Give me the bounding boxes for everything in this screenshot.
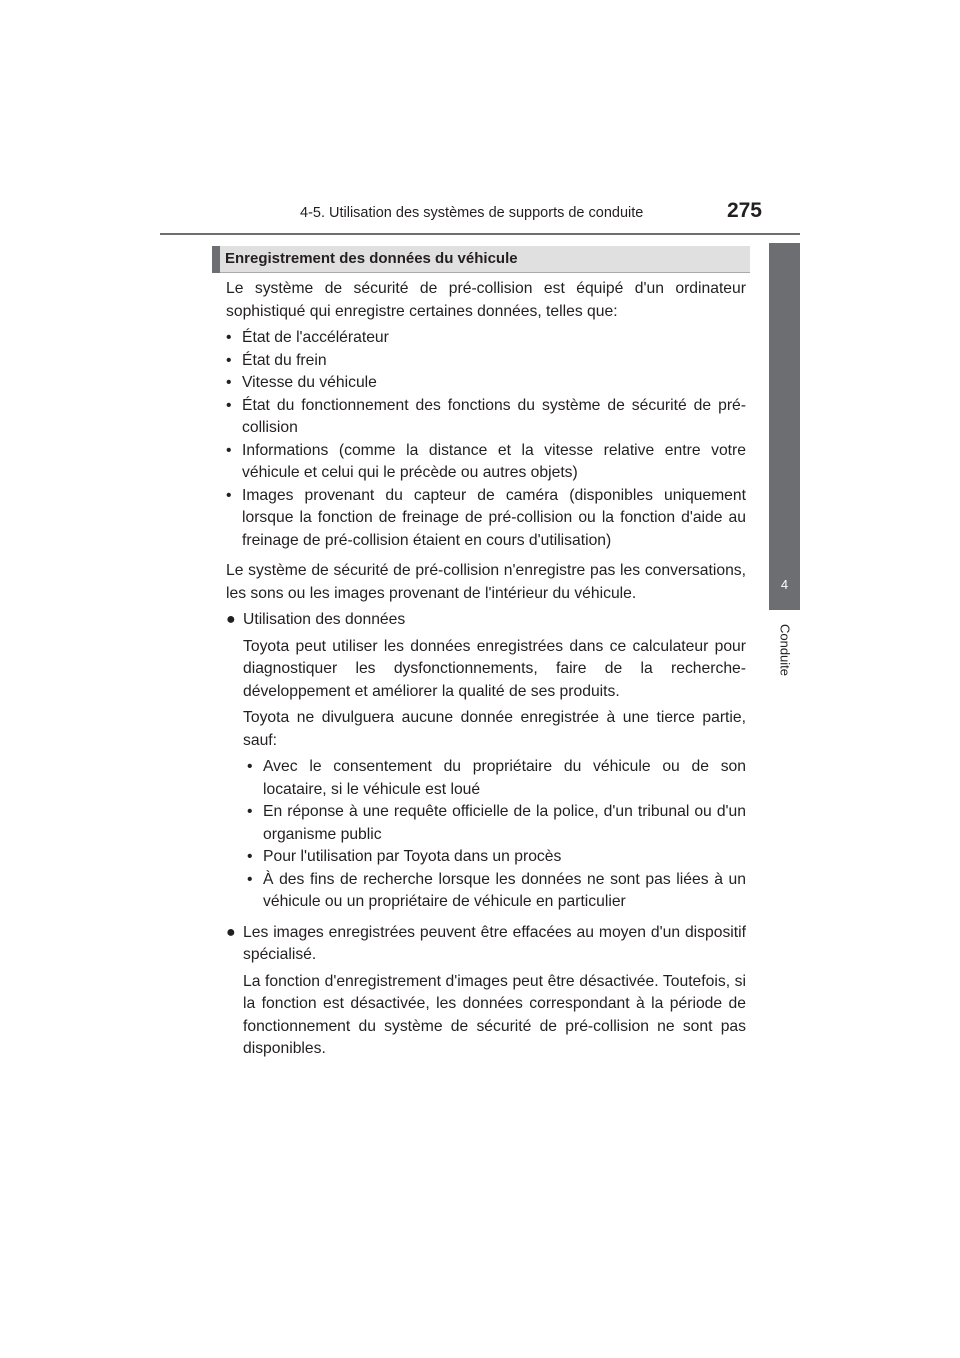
list-item xyxy=(226,327,746,350)
bullet-dot: • xyxy=(226,486,232,504)
list-item xyxy=(226,372,746,395)
usage-bullet xyxy=(226,609,746,632)
list-item-text: À des fins de recherche lorsque les données ne sont pas liées à un véhicule ou un propriétaire de véhicule en particulier xyxy=(263,870,746,910)
list-item-text: État du fonctionnement des fonctions du système de sécurité de pré-collision xyxy=(242,396,746,436)
images-body xyxy=(226,971,746,1061)
bullet-dot: • xyxy=(247,758,253,775)
usage-paragraph-1: Toyota peut utiliser les données enregistrées dans ce calculateur pour diagnostiquer les dysfonctionnements, faire de la recherche-développement et améliorer la qualité de ses produits. xyxy=(243,637,746,700)
bullet-dot: • xyxy=(226,396,232,414)
images-title: Les images enregistrées peuvent être effacées au moyen d'un dispositif spécialisé. xyxy=(243,923,746,963)
recorded-data-list xyxy=(226,327,746,552)
list-item-text: Vitesse du véhicule xyxy=(242,374,377,391)
list-item xyxy=(226,485,746,553)
bullet-dot: • xyxy=(247,803,253,820)
section-heading-bar xyxy=(212,246,220,273)
list-item-text: État de l'accélérateur xyxy=(242,329,389,346)
images-bullet xyxy=(226,922,746,967)
bullet-dot: • xyxy=(226,329,232,346)
list-item-text: Pour l'utilisation par Toyota dans un procès xyxy=(263,848,562,865)
list-item xyxy=(226,350,746,373)
page-number: 275 xyxy=(726,199,762,222)
section-heading xyxy=(212,246,750,273)
usage-paragraph-2: Toyota ne divulguera aucune donnée enregistrée à une tierce partie, sauf: xyxy=(243,709,746,749)
bullet-dot: • xyxy=(247,848,253,865)
bullet-dot: • xyxy=(226,374,232,391)
chapter-tab xyxy=(769,243,800,610)
bullet-circle-icon: ● xyxy=(226,611,236,628)
list-item-text: État du frein xyxy=(242,351,327,369)
intro-paragraph: Le système de sécurité de pré-collision est équipé d'un ordinateur sophistiqué qui enregistre certaines données, telles que: xyxy=(226,280,746,320)
images-paragraph: La fonction d'enregistrement d'images peut être désactivée. Toutefois, si la fonction est désactivée, les données correspondant à la période de fonctionnement du système de sécurité de pré-collision ne sont pas disponibles. xyxy=(243,972,746,1057)
chapter-label xyxy=(770,620,800,680)
usage-body xyxy=(226,636,746,914)
header-rule xyxy=(160,233,800,235)
bullet-dot: • xyxy=(247,870,253,888)
list-item xyxy=(247,846,746,869)
list-item xyxy=(247,869,746,914)
list-item xyxy=(226,395,746,440)
chapter-number: 4 xyxy=(780,577,789,592)
usage-title: Utilisation des données xyxy=(243,611,406,628)
list-item xyxy=(226,440,746,485)
chapter-label-text: Conduite xyxy=(777,623,793,677)
list-item-text: Images provenant du capteur de caméra (disponibles uniquement lorsque la fonction de freinage de pré-collision ou la fonction d'aide au freinage de pré-collision étaient en cours d'utilisation) xyxy=(242,486,746,549)
list-item-text: Informations (comme la distance et la vitesse relative entre votre véhicule et celui qui le précède ou autres objets) xyxy=(242,441,746,481)
bullet-dot: • xyxy=(226,441,232,459)
list-item-text: Avec le consentement du propriétaire du véhicule ou de son locataire, si le véhicule est loué xyxy=(263,758,746,798)
note-paragraph: Le système de sécurité de pré-collision n'enregistre pas les conversations, les sons ou les images provenant de l'intérieur du véhicule. xyxy=(226,562,746,602)
header-title: 4-5. Utilisation des systèmes de supports de conduite xyxy=(300,205,644,221)
list-item xyxy=(247,801,746,846)
list-item-text: En réponse à une requête officielle de la police, d'un tribunal ou d'un organisme public xyxy=(263,803,746,843)
exceptions-list xyxy=(243,756,746,914)
bullet-circle-icon: ● xyxy=(226,923,236,941)
list-item xyxy=(247,756,746,801)
section-heading-text: Enregistrement des données du véhicule xyxy=(225,250,518,267)
section-content xyxy=(226,278,746,1065)
bullet-dot: • xyxy=(226,351,232,369)
